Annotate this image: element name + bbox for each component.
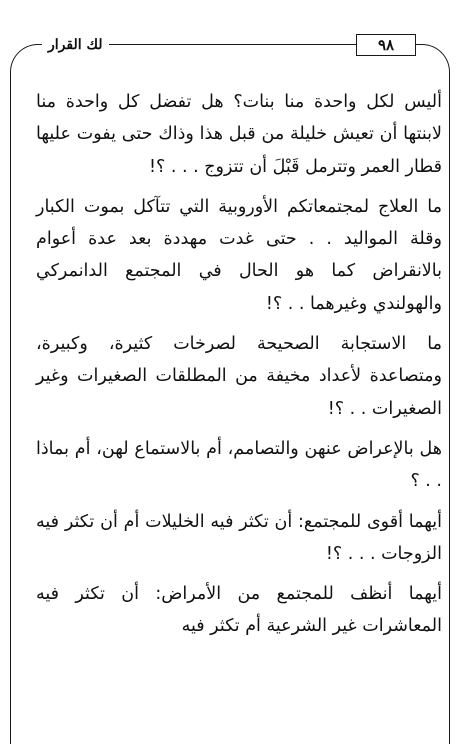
paragraph: أيهما أقوى للمجتمع: أن تكثر فيه الخليلات أم أن تكثر فيه الزوجات . . . ؟! bbox=[36, 511, 442, 564]
page-body bbox=[36, 86, 442, 651]
page-number: ٩٨ bbox=[356, 34, 416, 56]
running-title: لك القرار bbox=[42, 35, 109, 55]
paragraph: ما الاستجابة الصحيحة لصرخات كثيرة، وكبيرة، ومتصاعدة لأعداد مخيفة من المطلقات الصغيرات وغير الصغيرات . . ؟! bbox=[36, 334, 442, 419]
paragraph: ما العلاج لمجتمعاتكم الأوروبية التي تتآكل بموت الكبار وقلة المواليد . . حتى غدت مهددة بعد عدة أعوام بالانقراض كما هو الحال في المجتمع الدانمركي والهولندي وغيرهما . . ؟! bbox=[36, 196, 442, 314]
paragraph: أليس لكل واحدة منا بنات؟ هل تفضل كل واحدة منا لابنتها أن تعيش خليلة من قبل هذا وذاك حتى يفوت عليها قطار العمر وتترمل قَبْلَ أن تتزوج . . . ؟! bbox=[36, 92, 442, 177]
paragraph: هل بالإعراض عنهن والتصامم، أم بالاستماع لهن، أم بماذا . . ؟ bbox=[36, 438, 442, 492]
paragraph: أيهما أنظف للمجتمع من الأمراض: أن تكثر فيه المعاشرات غير الشرعية أم تكثر فيه bbox=[36, 584, 442, 637]
